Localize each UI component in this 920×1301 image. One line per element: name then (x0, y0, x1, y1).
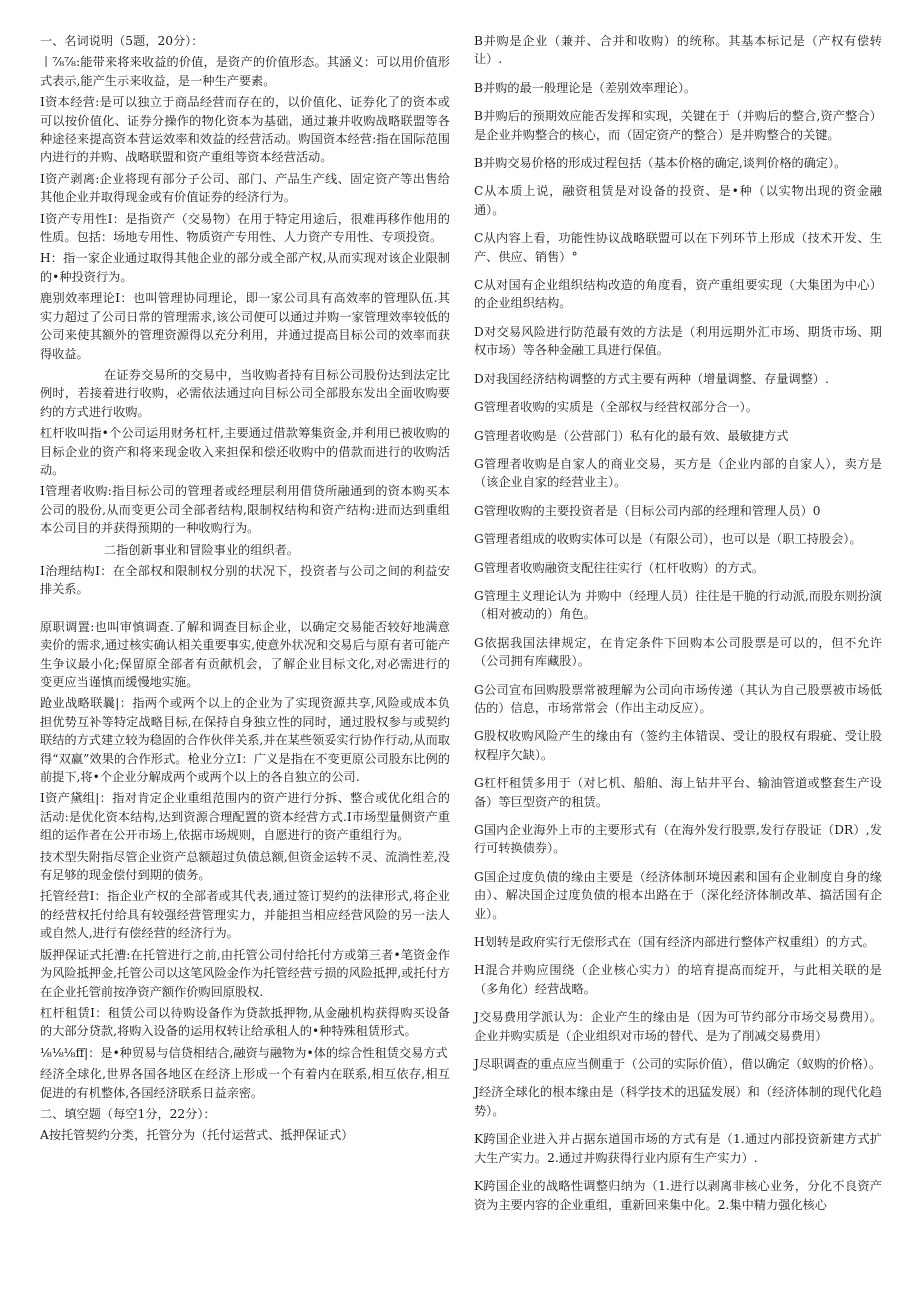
left-paragraph: I资产黛组|：指对肯定企业重组范围内的资产进行分拆、整合或优化组合的活动:是优化资本结构,达到资源合理配置的资本经营方式.I市场型量侧资产重组的运作者在公开市场上,依据市场规则，自愿进行的资产重组行为。 (40, 791, 450, 843)
left-paragraph: 托管经营I：指企业产权的全部者或其代表,通过签订契约的法律形式,将企业的经营权托付给具有较强经营管理实力，并能担当相应经营风险的另一法人或自然人,进行有偿经营的经济行为。 (40, 889, 450, 941)
right-paragraph: G管理主义理论认为 并购中（经理人员）往往是干脆的行动派,而股东则扮演（相对被动的）角色。 (474, 588, 882, 622)
left-paragraph: 二指创新事业和冒险事业的组织者。 (104, 542, 299, 557)
left-paragraph: 版押保证式托漕:在托管进行之前,由托管公司付给托付方或第三者•笔资金作为风险抵押金,托管公司以这笔风险金作为托管经营亏损的风险抵押,或托付方在企业托管前按净资产额作价购回原股权. (40, 947, 450, 999)
left-paragraph: 跄业战略联曩|：指两个或两个以上的企业为了实现资源共享,风险或成本负担优势互补等特定战略目标,在保持自身独立性的同时，通过股权参与或契约联结的方式建立较为稳固的合作伙伴关系,并在某些领妥实行协作行动,从而取得“双赢”效果的合作形式。枪业分立I：广义是指在不变更原公司股东比例的前提下,将•个企业分解成两个或两个以上的各自独立的公司. (40, 696, 450, 785)
right-paragraph: G管理者收购是自家人的商业交易，买方是（企业内部的自家人），卖方是（该企业自家的经营业主）。 (474, 456, 882, 490)
right-paragraph: G管理收购的主要投资者是（目标公司内部的经理和管理人员）0 (474, 503, 821, 518)
right-paragraph: G管理者收购的实质是（全部权与经营权部分合一）。 (474, 400, 758, 415)
right-paragraph: K跨国企业进入并占据东道国市场的方式有是（1.通过内部投资新建方式扩大生产实力。2.通过并购获得行业内原有生产实力）. (474, 1132, 882, 1165)
right-paragraph: G管理者组成的收购实体可以是（有限公司），也可以是（职工持股会）。 (474, 532, 862, 547)
right-paragraph: G依据我国法律规定，在肯定条件下回购本公司股票是可以的，但不允许（公司拥有库藏股）。 (474, 635, 882, 669)
left-paragraph: 在证券交易所的交易中，当收购者持有目标公司股份达到法定比例时，若接着进行收购，必需依法通过向目标公司全部股东发出全面收购要约的方式进行收购。 (40, 367, 450, 419)
right-paragraph: D对我国经济结构调整的方式主要有两种（增量调整、存量调整）. (474, 371, 829, 386)
left-paragraph: H：指一家企业通过取得其他企业的部分或全部产权,从而实现对该企业限制的•种投资行为。 (40, 251, 450, 284)
left-paragraph: 杠杆收叫指•个公司运用财务杠杆,主要通过借款筹集资金,并利用已被收购的目标企业的资产和将来现金收入来担保和偿还收购中的借款而进行的收购活动。 (40, 426, 450, 477)
left-paragraph: 技术型失附指尽管企业资产总额超过负债总额,但资金运转不灵、流淌性差,没有足够的现金偿付到期的债务。 (40, 849, 450, 883)
right-paragraph: B并购是企业（兼并、合并和收购）的统称。其基本标记是（产权有偿转让）. (474, 34, 882, 67)
right-paragraph: H混合并购应围绕（企业核心实力）的培育提高而绽开，与此相关联的是（多角化）经营战略。 (474, 963, 882, 996)
right-paragraph: G杠杆租赁多用于（对匕机、船舶、海上钻井平台、输油管道或整套生产设备）等巨型资产的租赁。 (474, 776, 882, 809)
right-paragraph: D对交易风险进行防范最有效的方法是（利用远期外汇市场、期货市场、期权市场）等各种金融工具进行保值。 (474, 324, 882, 358)
right-paragraph: B并购后的预期效应能否发挥和实现，关键在于（并购后的整合,资产整合）是企业并购整合的核心，而（固定资产的整合）是并购整合的关键。 (474, 109, 882, 142)
left-paragraph: 原职调置:也叫审慎调查.了解和调查目标企业，以确定交易能否较好地满意卖价的需求,通过核实确认相关重要事实,使意外状况和交易后与原有者可能产生争议最小化;保留原全部者有贡献机会，了解企业目标文化,对必需进行的变更应当谨慎而缓慢地实施。 (40, 619, 450, 689)
right-paragraph: G国内企业海外上市的主要形式有（在海外发行股票,发行存股证（DR）,发行可转换债券）。 (474, 823, 882, 856)
right-paragraph: H划转是政府实行无偿形式在（国有经济内部进行整体产权重组）的方式。 (474, 935, 875, 950)
left-paragraph: 经济全球化,世界各国各地区在经济上形成一个有着内在联系,相互依存,相互促进的有机整体,各国经济联系日益亲密。 (40, 1067, 450, 1100)
left-paragraph: 鹿别效率理论I：也叫管理协同理论，即一家公司具有高效率的管理队伍.其实力超过了公司日常的管理需求,该公司便可以通过并购一家管理效率较低的公司来使其额外的管理资源得以充分利用，并通过提高目标公司的效率而获得收益。 (40, 291, 450, 361)
right-paragraph: K跨国企业的战略性调整归纳为（1.进行以剥离非核心业务，分化不良资产资为主要内容的企业重组，重新回来集中化。2.集中精力强化核心 (474, 1179, 882, 1212)
left-paragraph: ⅛⅛⅛ff|：是•种贸易与信贷相结合,融资与融物为•体的综合性租赁交易方式 (40, 1045, 448, 1060)
left-paragraph: 杠杆租赁I：租赁公司以待购设备作为贷款抵押物,从金融机构获得购买设备的大部分贷款,将购入设备的运用权转让给承租人的•种特殊租赁形式。 (40, 1005, 450, 1039)
right-paragraph: G国企过度负债的缘由主要是（经济体制环境因素和国有企业制度自身的缘由）、解决国企过度负债的根本出路在于（深化经济体制改革、搞活国有企业）。 (474, 869, 882, 921)
left-paragraph: A按托管契约分类，托管分为（托付运营式、抵押保证式） (40, 1128, 354, 1143)
right-paragraph: J交易费用学派认为：企业产生的缘由是（因为可节约部分市场交易费用）。企业并购实质是（企业组织对市场的替代、是为了削减交易费用） (474, 1010, 882, 1043)
section-gap (40, 602, 450, 618)
left-paragraph: I资产剥离:企业将现有部分子公司、部门、产品生产线、固定资产等出售给其他企业并取得现金或有价值证券的经济行为。 (40, 171, 450, 205)
left-paragraph: 一、名词说明（5题，20分）： (40, 34, 204, 48)
right-paragraph: J尽职调查的重点应当侧重于（公司的实际价值），借以确定（蚁购的价格）。 (474, 1057, 882, 1072)
left-paragraph: 二、填空题（每空1分，22分）： (40, 1106, 216, 1121)
left-paragraph: I资本经营:是可以独立于商品经营而存在的，以价值化、证券化了的资本或可以按价值化、证券分操作的物化资本为基础，通过兼并收购战略联盟等各种途径来提高资本营运效率和效益的经营活动。购国资本经营:指在国际范围内进行的并购、战略联盟和资产重组等资本经营活动。 (40, 95, 450, 165)
left-paragraph: 丨⅞⅞:能带来将来收益的价值，是资产的价值形态。其涵义：可以用价值形式表示,能产生示来收益，是一种生产要素。 (40, 55, 450, 88)
right-paragraph: C从内容上看，功能性协议战略联盟可以在下列环节上形成（技术开发、生产、供应、销售）° (474, 231, 882, 264)
left-column (40, 32, 450, 1148)
right-paragraph: J经济全球化的根本缘由是（科学技术的迅猛发展）和（经济体制的现代化趋势）。 (474, 1085, 882, 1118)
right-column (474, 32, 882, 1224)
right-paragraph: B并购的最一般理论是（差别效率理论）。 (474, 80, 697, 95)
right-paragraph: B并购交易价格的形成过程包括（基本价格的确定,谈判价格的确定）。 (474, 156, 847, 171)
left-paragraph: I管理者收购:指目标公司的管理者或经理层利用借贷所融通到的资本购买本公司的股份,从而变更公司全部者结构,限制权结构和资产结构:进而达到重组本公司目的并获得预期的一种收购行为。 (40, 484, 450, 536)
right-paragraph: G股权收购风险产生的缘由有（签约主体错误、受让的股权有瑕疵、受让股权程序欠缺）。 (474, 729, 882, 762)
right-paragraph: G公司宣布回购股票常被理解为公司向市场传递（其认为自己股票被市场低估的）信息，市场常常会（作出主动反应）。 (474, 682, 882, 715)
right-paragraph: C从对国有企业组织结构改造的角度看，资产重组要实现（大集团为中心）的企业组织结构。 (474, 278, 882, 311)
left-paragraph: I治理结构I：在全部权和限制权分别的状况下，投资者与公司之间的利益安排关系。 (40, 563, 450, 597)
right-paragraph: G管理者收购融资支配往往实行（杠杆收购）的方式。 (474, 560, 765, 575)
left-paragraph: I资产专用性I：是指资产（交易物）在用于特定用途后，很难再移作他用的性质。包括：场地专用性、物质资产专用性、人力资产专用性、专项投资。 (40, 211, 450, 245)
right-paragraph: C从本质上说，融资租赁是对设备的投资、是•种（以实物出现的资金融通）。 (474, 184, 882, 217)
right-paragraph: G管理者收购是（公营部门）私有化的最有效、最敏捷方式 (474, 428, 789, 443)
